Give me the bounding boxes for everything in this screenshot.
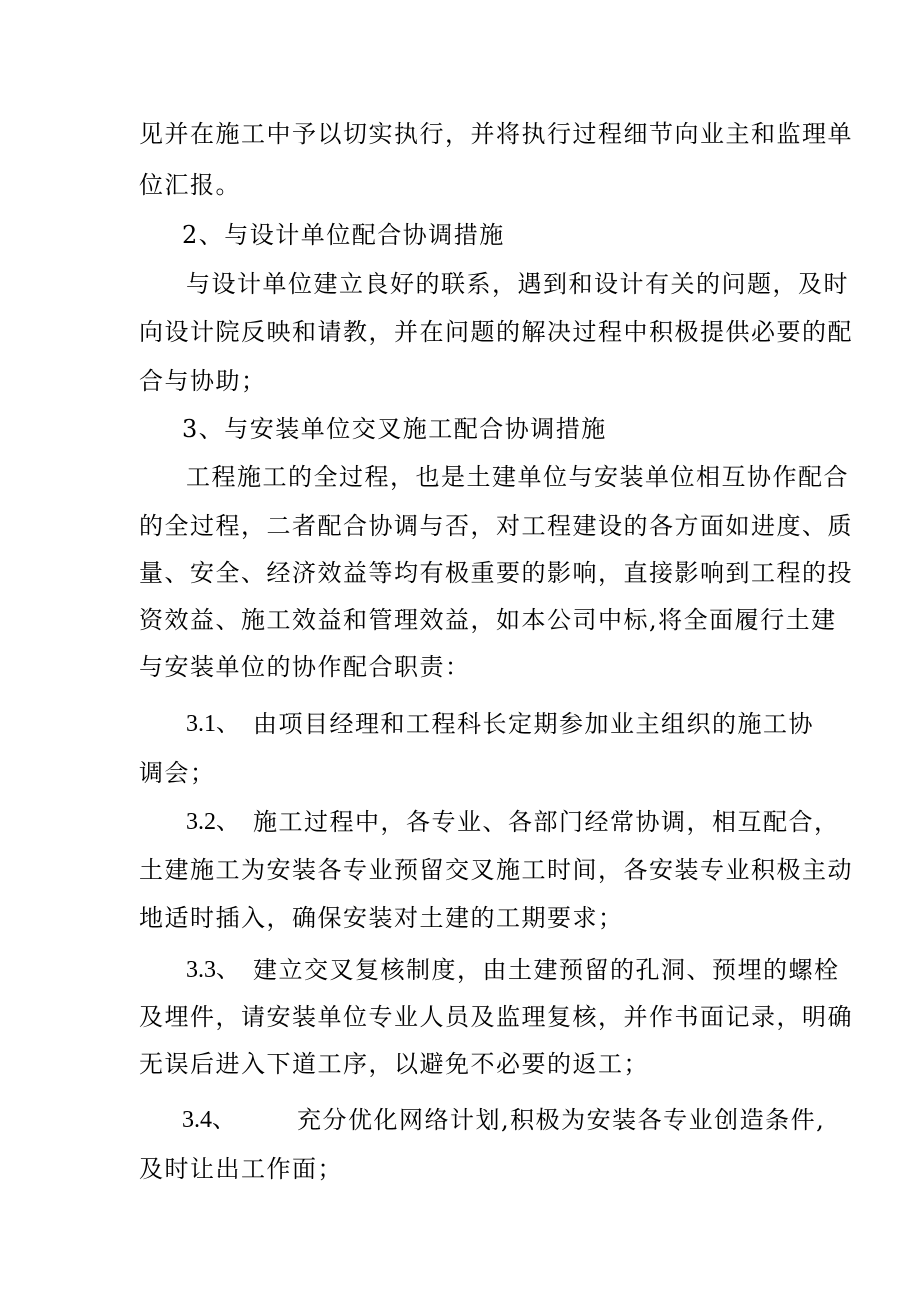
item-3-1-line-1: 由项目经理和工程科长定期参加业主组织的施工协 [253,710,814,738]
item-3-2-number: 3.2、 [186,809,240,835]
section-2-line-2: 向设计院反映和请教，并在问题的解决过程中积极提供必要的配 [139,318,853,346]
item-3-4-line-2: 及时让出工作面； [139,1155,343,1183]
item-3-3-number: 3.3、 [186,957,240,983]
section-3-para-line-3: 量、安全、经济效益等均有极重要的影响，直接影响到工程的投 [139,559,853,587]
section-3-para-line-5: 与安装单位的协作配合职责： [139,653,471,681]
item-3-3-line-2: 及埋件，请安装单位专业人员及监理复核，并作书面记录，明确 [139,1003,853,1031]
section-2-heading: 2、与设计单位配合协调措施 [182,221,505,249]
item-3-4-number: 3.4、 [182,1107,236,1133]
item-3-4-line-1: 充分优化网络计划,积极为安装各专业创造条件, [297,1106,826,1134]
item-3-2-line-3: 地适时插入，确保安装对土建的工期要求； [139,904,624,932]
section-3-para-line-1: 工程施工的全过程，也是土建单位与安装单位相互协作配合 [186,463,849,491]
item-3-3-line-1: 建立交叉复核制度，由土建预留的孔洞、预埋的螺栓 [253,956,840,984]
item-3-1-line-2: 调会； [139,759,216,787]
section-2-line-3: 合与协助； [139,367,267,395]
section-3-para-line-2: 的全过程，二者配合协调与否，对工程建设的各方面如进度、质 [139,512,853,540]
item-3-2-line-1: 施工过程中，各专业、各部门经常协调，相互配合， [253,808,840,836]
item-3-3-line-3: 无误后进入下道工序，以避免不必要的返工； [139,1050,649,1078]
section-3-heading: 3、与安装单位交叉施工配合协调措施 [182,415,607,443]
item-3-2-line-2: 土建施工为安装各专业预留交叉施工时间，各安装专业积极主动 [139,856,853,884]
section-3-para-line-4: 资效益、施工效益和管理效益，如本公司中标,将全面履行土建 [139,606,837,634]
section-2-line-1: 与设计单位建立良好的联系，遇到和设计有关的问题，及时 [186,270,849,298]
intro-line-2: 位汇报。 [139,171,241,199]
intro-line-1: 见并在施工中予以切实执行，并将执行过程细节向业主和监理单 [139,120,853,148]
item-3-1-number: 3.1、 [186,711,240,737]
